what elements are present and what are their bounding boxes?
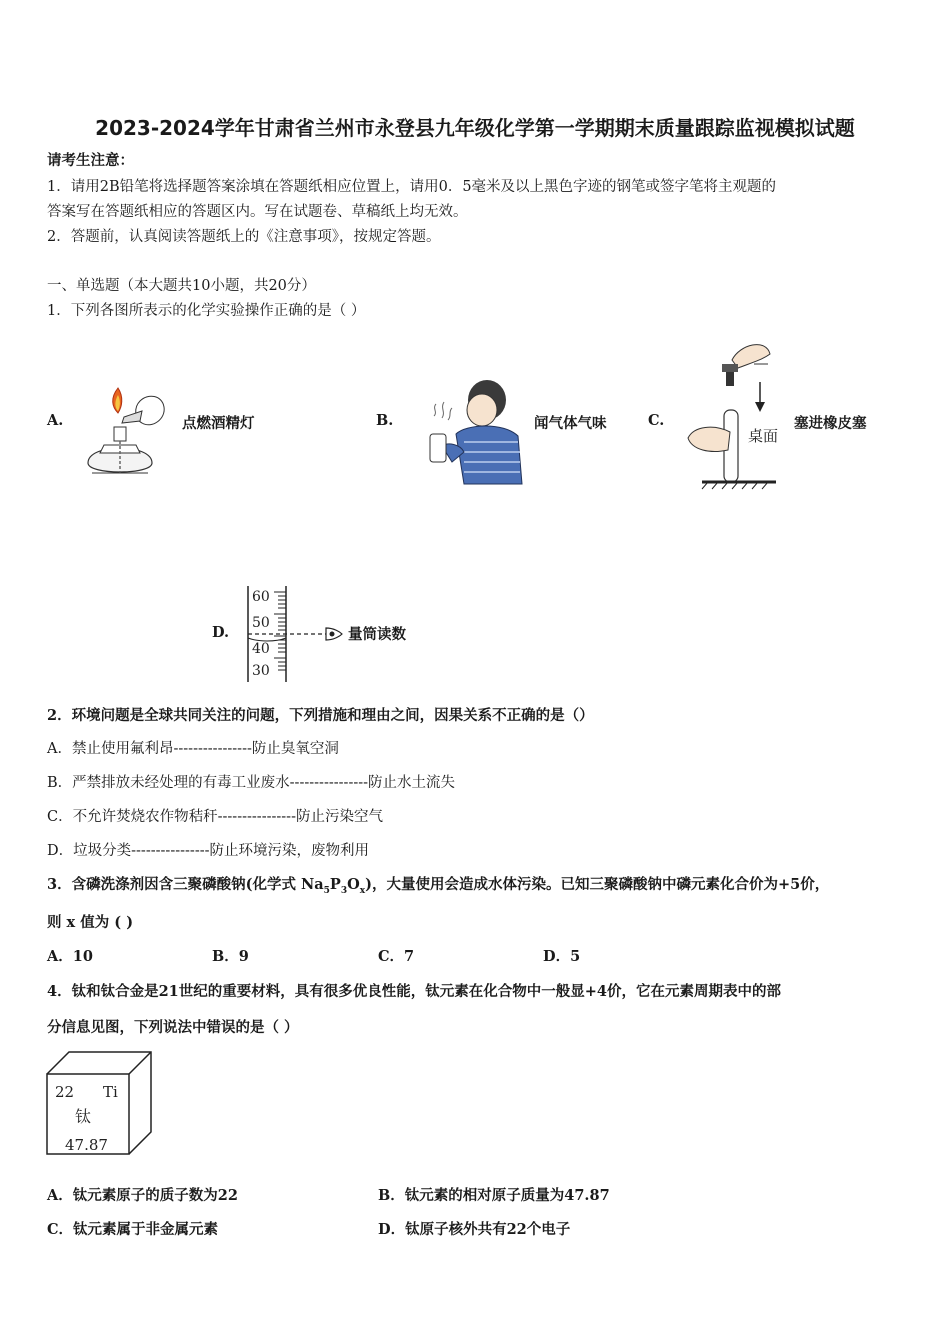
q1-option-c-caption: 塞进橡皮塞	[794, 415, 867, 432]
notice-line-2: 答案写在答题纸相应的答题区内。写在试题卷、草稿纸上均无效。	[47, 204, 468, 220]
periodic-table-cell-figure	[45, 1050, 155, 1158]
q1-stem: 1．下列各图所表示的化学实验操作正确的是（ ）	[47, 303, 366, 319]
q1-option-a-caption: 点燃酒精灯	[182, 415, 255, 432]
q4-option-b: B．钛元素的相对原子质量为47.87	[378, 1187, 610, 1204]
tick-50: 50	[252, 615, 270, 631]
notice-line-1: 1．请用2B铅笔将选择题答案涂填在答题纸相应位置上，请用0．5毫米及以上黑色字迹的钢笔或签字笔将主观题的	[47, 179, 777, 195]
q3-option-d: D．5	[543, 948, 581, 965]
q3-stem-line-1	[47, 876, 829, 900]
cell-atomic-number: 22	[55, 1083, 75, 1101]
q1-option-b-letter: B.	[376, 412, 394, 429]
q3-mid-1: P	[329, 876, 341, 893]
q3-sub-1: 5	[323, 885, 330, 896]
tick-30: 30	[252, 663, 270, 679]
q2-option-d: D．垃圾分类----------------防止环境污染，废物利用	[47, 843, 370, 859]
q2-option-b: B．严禁排放未经处理的有毒工业废水----------------防止水土流失	[47, 775, 456, 791]
cell-atomic-mass: 47.87	[65, 1136, 108, 1154]
q1-option-d-caption: 量筒读数	[348, 626, 406, 643]
q4-option-c: C．钛元素属于非金属元素	[47, 1221, 219, 1238]
q2-option-a: A．禁止使用氟利昂----------------防止臭氧空洞	[47, 741, 339, 757]
q4-option-a: A．钛元素原子的质子数为22	[47, 1187, 238, 1204]
q3-stem-pre: 3．含磷洗涤剂因含三聚磷酸钠(化学式 Na	[47, 876, 324, 893]
q3-stem-line-2: 则 x 值为 ( )	[47, 914, 134, 931]
alcohol-lamp-lighting-figure	[78, 383, 178, 488]
q3-option-c: C．7	[378, 948, 415, 965]
q4-option-d: D．钛原子核外共有22个电子	[378, 1221, 571, 1238]
q3-sub-3: x	[359, 885, 366, 896]
q4-stem-line-2: 分信息见图，下列说法中错误的是（ ）	[47, 1019, 299, 1036]
smelling-gas-figure	[412, 372, 527, 490]
tick-40: 40	[252, 641, 270, 657]
q3-mid-2: O	[347, 876, 360, 893]
q1-option-d-letter: D.	[212, 624, 230, 641]
inserting-stopper-figure	[684, 338, 794, 490]
q2-option-c: C．不允许焚烧农作物秸秆----------------防止污染空气	[47, 809, 383, 825]
q3-sub-2: 3	[340, 885, 348, 896]
cell-symbol: Ti	[103, 1083, 118, 1101]
graduated-cylinder-figure	[244, 584, 348, 684]
section-heading: 一、单选题（本大题共10小题，共20分）	[47, 278, 316, 294]
page-title: 2023-2024学年甘肃省兰州市永登县九年级化学第一学期期末质量跟踪监视模拟试题	[95, 116, 855, 140]
cell-element-name: 钛	[75, 1107, 92, 1126]
tick-60: 60	[252, 589, 270, 605]
q1-option-a-letter: A.	[47, 412, 64, 429]
q3-option-b: B．9	[212, 948, 249, 965]
notice-line-3: 2．答题前，认真阅读答题纸上的《注意事项》，按规定答题。	[47, 229, 441, 245]
notice-heading: 请考生注意：	[47, 152, 134, 169]
desk-label: 桌面	[748, 427, 779, 445]
q3-option-a: A．10	[47, 948, 93, 965]
q1-option-c-letter: C.	[648, 412, 665, 429]
q3-stem-post: )，大量使用会造成水体污染。已知三聚磷酸钠中磷元素化合价为+5价，	[365, 876, 830, 893]
q1-option-b-caption: 闻气体气味	[534, 415, 607, 432]
q4-stem-line-1: 4．钛和钛合金是21世纪的重要材料，具有很多优良性能，钛元素在化合物中一般显+4价，它在元素周期表中的部	[47, 983, 782, 1000]
q2-stem: 2．环境问题是全球共同关注的问题，下列措施和理由之间，因果关系不正确的是（）	[47, 707, 594, 724]
